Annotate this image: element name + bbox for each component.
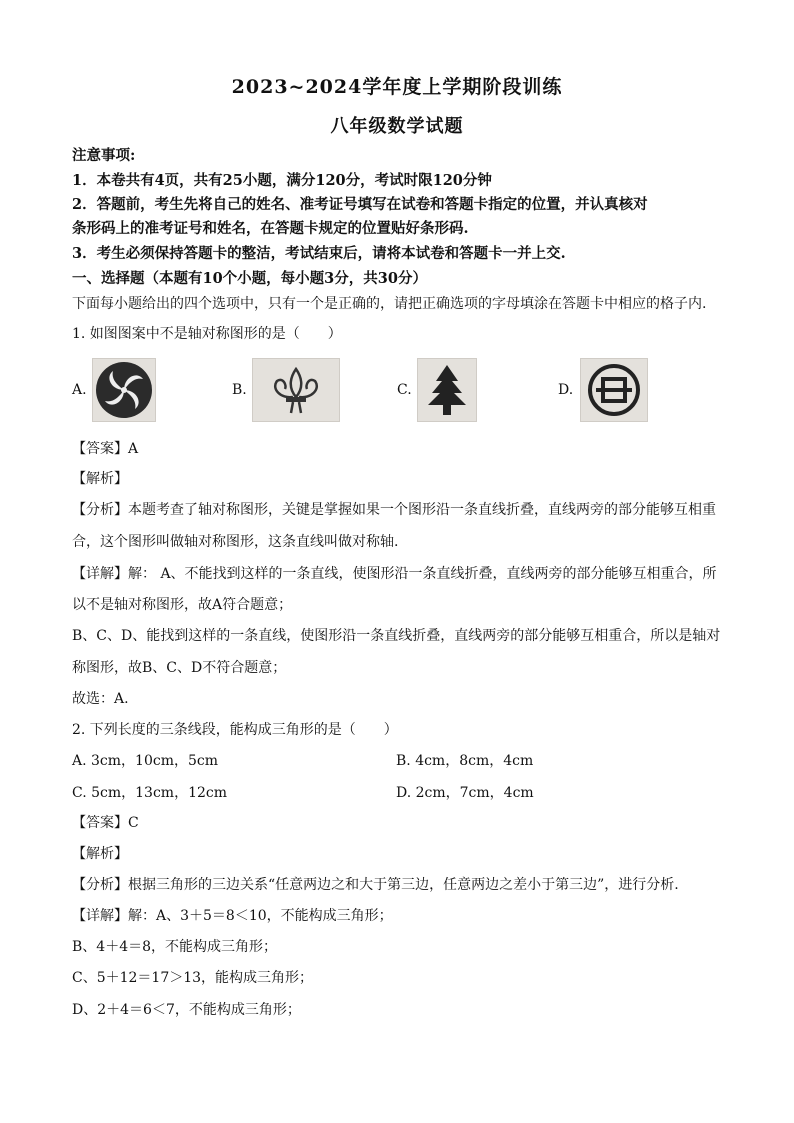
detail-line: 称图形，故B、C、D不符合题意； bbox=[72, 660, 287, 676]
detail-line: B、4＋4＝8，不能构成三角形； bbox=[72, 939, 278, 955]
question-2-analysis-tag: 【解析】 bbox=[72, 846, 128, 862]
tree-icon bbox=[417, 358, 477, 422]
option-label: B. bbox=[232, 382, 247, 398]
detail-line: 以不是轴对称图形，故A符合题意； bbox=[72, 597, 293, 613]
fleur-de-lis-icon bbox=[252, 358, 340, 422]
swirl-icon bbox=[92, 358, 156, 422]
option-c bbox=[397, 358, 517, 422]
detail-line: 【详解】解：A、3＋5＝8＜10，不能构成三角形； bbox=[72, 908, 393, 924]
option-a: A. 3cm，10cm，5cm bbox=[72, 753, 218, 769]
notes-heading: 注意事项: bbox=[72, 147, 136, 164]
question-2-answer: 【答案】C bbox=[72, 815, 139, 831]
analysis-line: 合，这个图形叫做轴对称图形，这条直线叫做对称轴. bbox=[72, 534, 399, 550]
note-item: 条形码上的准考证号和姓名，在答题卡规定的位置贴好条形码. bbox=[72, 220, 469, 237]
section-instruction: 下面每小题给出的四个选项中，只有一个是正确的，请把正确选项的字母填涂在答题卡中相应的格子内. bbox=[72, 296, 707, 312]
option-b: B. 4cm，8cm，4cm bbox=[396, 753, 534, 769]
option-label: D. bbox=[558, 382, 574, 398]
detail-line: D、2＋4＝6＜7，不能构成三角形； bbox=[72, 1002, 301, 1018]
detail-line: B、C、D、能找到这样的一条直线，使图形沿一条直线折叠，直线两旁的部分能够互相重合，所以是轴对 bbox=[72, 628, 721, 644]
question-1-options bbox=[72, 358, 732, 428]
detail-line: 【详解】解： A、不能找到这样的一条直线，使图形沿一条直线折叠，直线两旁的部分能够互相重合，所 bbox=[72, 566, 717, 582]
question-2-option-row bbox=[72, 752, 732, 770]
note-item: 2．答题前，考生先将自己的姓名、准考证号填写在试卷和答题卡指定的位置，并认真核对 bbox=[72, 196, 648, 213]
option-label: A. bbox=[72, 382, 87, 398]
question-1-stem: 1. 如图图案中不是轴对称图形的是（ ） bbox=[72, 326, 342, 342]
bank-logo-icon bbox=[580, 358, 648, 422]
option-a bbox=[72, 358, 172, 422]
detail-line: C、5＋12＝17＞13，能构成三角形； bbox=[72, 970, 314, 986]
option-c: C. 5cm，13cm，12cm bbox=[72, 785, 227, 801]
option-b bbox=[232, 358, 352, 422]
question-2-stem: 2. 下列长度的三条线段，能构成三角形的是（ ） bbox=[72, 722, 398, 738]
section-heading: 一、选择题（本题有10个小题，每小题3分，共30分） bbox=[72, 270, 427, 287]
analysis-line: 【分析】根据三角形的三边关系“任意两边之和大于第三边，任意两边之差小于第三边”，进行分析. bbox=[72, 877, 679, 893]
question-2-option-row bbox=[72, 784, 732, 802]
option-d bbox=[558, 358, 678, 422]
option-label: C. bbox=[397, 382, 412, 398]
note-item: 3．考生必须保持答题卡的整洁，考试结束后，请将本试卷和答题卡一并上交. bbox=[72, 245, 566, 262]
question-1-analysis-tag: 【解析】 bbox=[72, 471, 128, 487]
detail-line: 故选：A. bbox=[72, 691, 129, 707]
analysis-line: 【分析】本题考查了轴对称图形，关键是掌握如果一个图形沿一条直线折叠，直线两旁的部分能够互相重 bbox=[72, 502, 716, 518]
note-item: 1．本卷共有4页，共有25小题，满分120分，考试时限120分钟 bbox=[72, 172, 492, 189]
page-title: 2023~2024学年度上学期阶段训练 bbox=[231, 76, 563, 98]
option-d: D. 2cm，7cm，4cm bbox=[396, 785, 534, 801]
question-1-answer: 【答案】A bbox=[72, 441, 139, 457]
page-subtitle: 八年级数学试题 bbox=[330, 116, 464, 137]
